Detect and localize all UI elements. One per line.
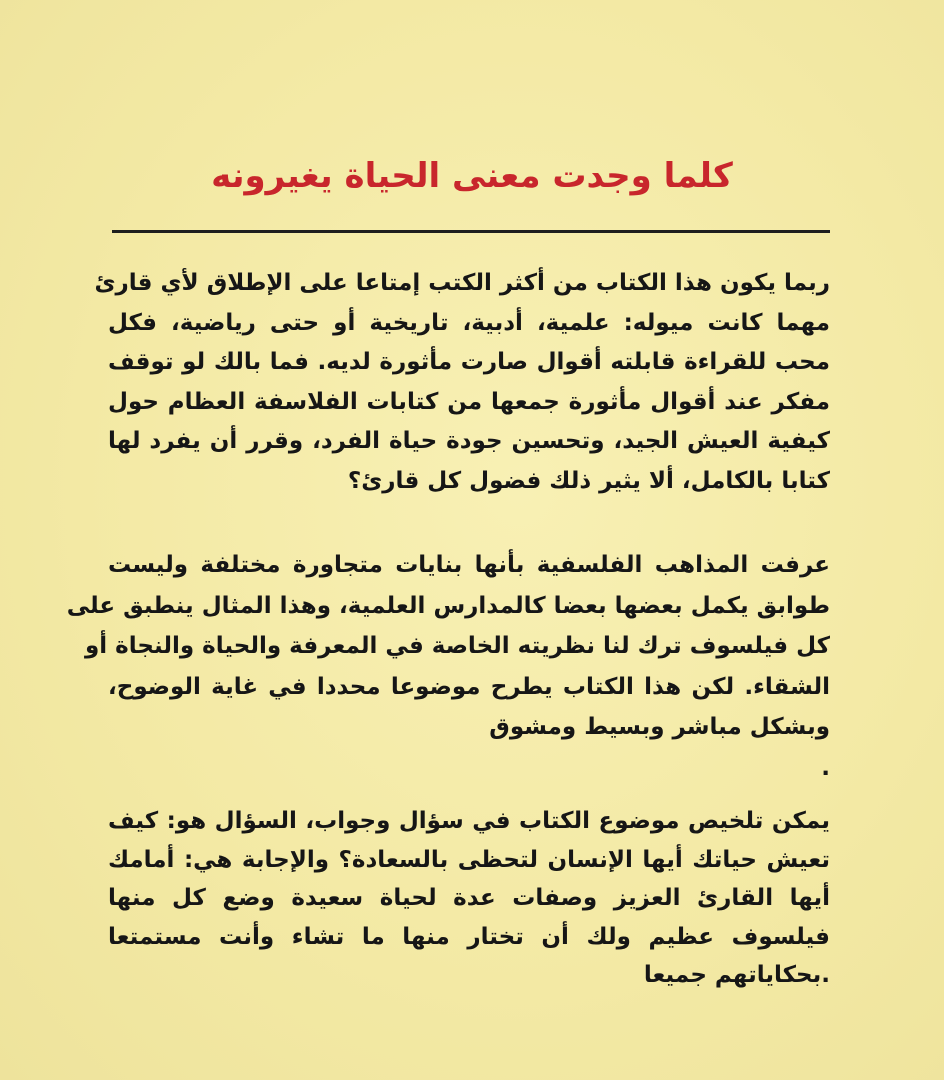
paragraph-intro (94, 264, 830, 501)
blurb-text (66, 264, 830, 995)
text-line: مفكر عند أقوال مأثورة جمعها من كتابات الفلاسفة العظام حول (108, 388, 830, 415)
text-line: تعيش حياتك أيها الإنسان لتحظى بالسعادة؟ والإجابة هي: أمامك (108, 846, 830, 873)
text-line: أيها القارئ العزيز وصفات عدة لحياة سعيدة وضع كل منها (108, 885, 830, 911)
text-line: كل فيلسوف ترك لنا نظريته الخاصة في المعرفة والحياة والنجاة أو (84, 633, 830, 659)
text-line: كتابا بالكامل، ألا يثير ذلك فضول كل قارئ؟ (347, 467, 830, 494)
text-line: . (821, 754, 830, 781)
text-line: الشقاء. لكن هذا الكتاب يطرح موضوعا محددا في غاية الوضوح، (108, 673, 830, 700)
text-line: عرفت المذاهب الفلسفية بأنها بنايات متجاورة مختلفة وليست (108, 552, 830, 578)
book-title: كلما وجدت معنى الحياة يغيرونه (211, 156, 733, 196)
text-line: يمكن تلخيص موضوع الكتاب في سؤال وجواب، السؤال هو: كيف (108, 808, 830, 834)
text-line: ربما يكون هذا الكتاب من أكثر الكتب إمتاعا على الإطلاق لأي قارئ (94, 270, 830, 296)
text-line: مهما كانت ميوله: علمية، أدبية، تاريخية أو حتى رياضية، فكل (108, 309, 830, 336)
text-line: طوابق يكمل بعضها بعضا كالمدارس العلمية، وهذا المثال ينطبق على (66, 592, 830, 619)
text-line: كيفية العيش الجيد، وتحسين جودة حياة الفرد، وقرر أن يفرد لها (108, 428, 830, 454)
paragraph-schools (66, 545, 830, 788)
text-line: فيلسوف عظيم ولك أن تختار منها ما تشاء وأنت مستمتعا (108, 923, 830, 950)
paragraph-summary (108, 802, 830, 995)
text-line: .بحكاياتهم جميعا (643, 962, 830, 988)
text-line: وبشكل مباشر وبسيط ومشوق (489, 714, 830, 740)
text-line: محب للقراءة قابلته أقوال صارت مأثورة لديه. فما بالك لو توقف (108, 349, 830, 375)
title-divider (112, 230, 830, 233)
